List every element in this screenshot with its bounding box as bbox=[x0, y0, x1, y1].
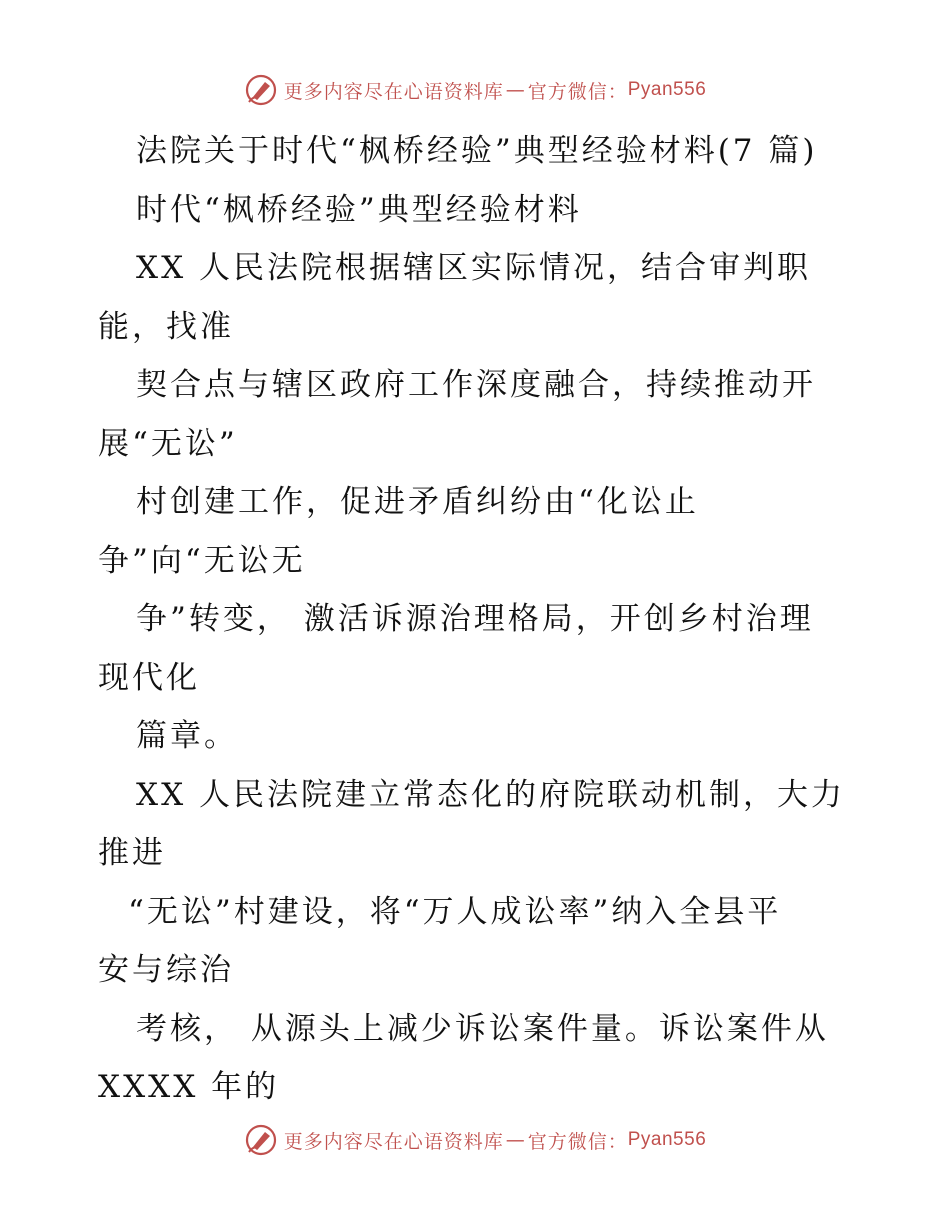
banner-text: 更多内容尽在心语资料库 bbox=[283, 80, 504, 103]
banner-separator: — bbox=[505, 1129, 526, 1151]
doc-line: 争”转变， 激活诉源治理格局，开创乡村治理 bbox=[136, 601, 814, 637]
banner-account: 官方微信： bbox=[527, 1130, 628, 1153]
doc-line: 争”向“无讼无 bbox=[98, 542, 306, 579]
footer-banner bbox=[0, 1120, 950, 1160]
doc-line: 安与综治 bbox=[98, 952, 234, 988]
doc-line: XX 人民法院建立常态化的府院联动机制，大力 bbox=[136, 776, 845, 813]
doc-subtitle: 时代“枫桥经验”典型经验材料 bbox=[136, 191, 582, 228]
doc-title: 法院关于时代“枫桥经验”典型经验材料(7 篇) bbox=[136, 133, 818, 169]
doc-line: 现代化 bbox=[98, 659, 200, 696]
pen-nib-logo-icon bbox=[244, 1123, 278, 1157]
doc-line: 推进 bbox=[98, 835, 166, 871]
doc-line: 能，找准 bbox=[98, 308, 234, 345]
doc-line: XXXX 年的 bbox=[98, 1069, 280, 1105]
doc-line: 展“无讼” bbox=[98, 425, 238, 462]
doc-line: XX 人民法院根据辖区实际情况，结合审判职 bbox=[136, 250, 811, 286]
document-body bbox=[98, 122, 888, 1117]
banner-handle: Pyan556 bbox=[627, 1129, 707, 1150]
doc-line: 契合点与辖区政府工作深度融合，持续推动开 bbox=[136, 367, 816, 403]
doc-line: 考核， 从源头上减少诉讼案件量。诉讼案件从 bbox=[136, 1010, 829, 1047]
doc-line: 篇章。 bbox=[136, 718, 238, 754]
doc-line: “无讼”村建设，将“万人成讼率”纳入全县平 bbox=[128, 893, 782, 930]
pen-nib-logo-icon bbox=[244, 73, 278, 107]
banner-handle: Pyan556 bbox=[627, 79, 707, 100]
banner-text: 更多内容尽在心语资料库 bbox=[283, 1130, 504, 1153]
banner-account: 官方微信： bbox=[527, 80, 628, 103]
doc-line: 村创建工作，促进矛盾纠纷由“化讼止 bbox=[136, 484, 699, 520]
banner-separator: — bbox=[505, 79, 526, 101]
header-banner bbox=[0, 70, 950, 110]
